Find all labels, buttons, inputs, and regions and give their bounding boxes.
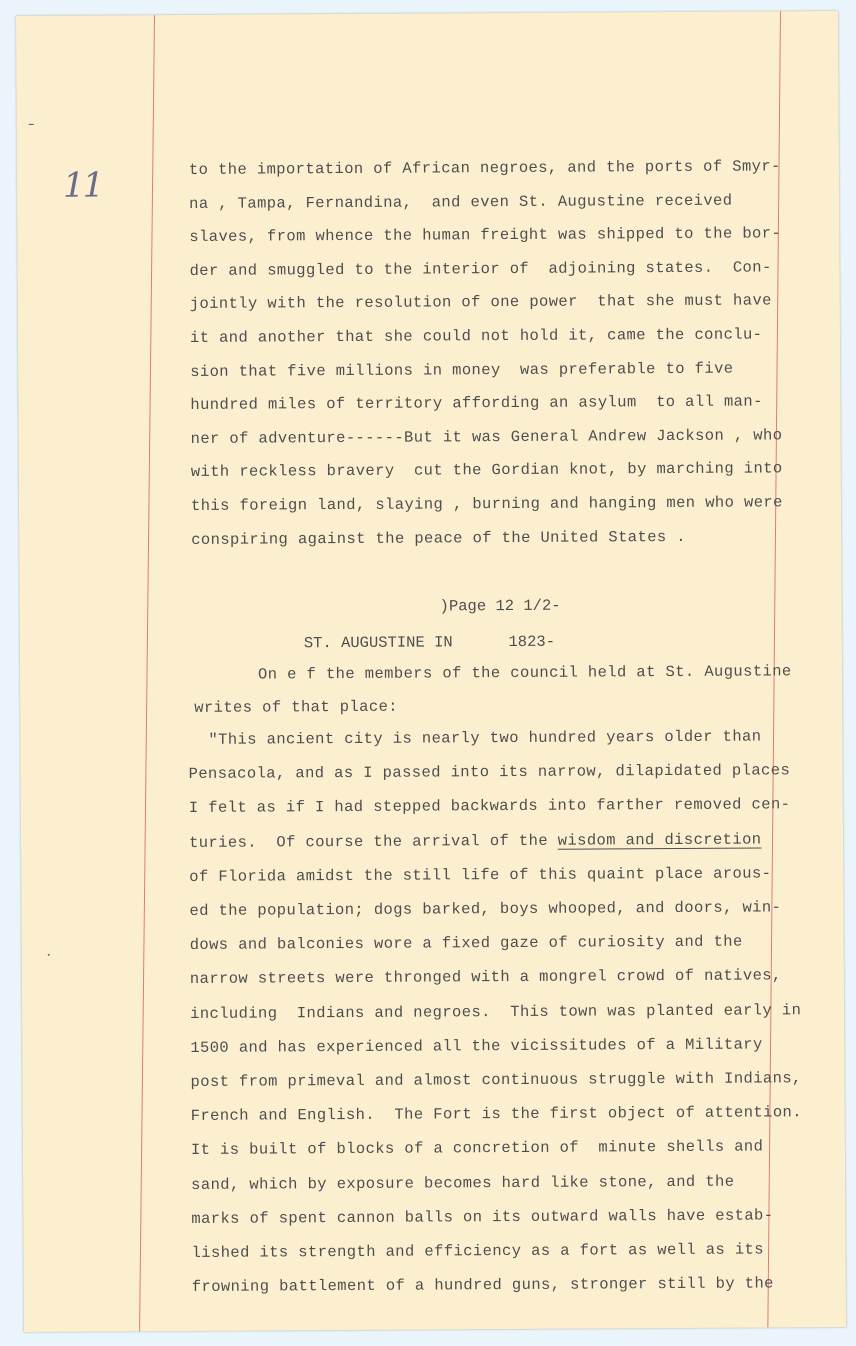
- text-line: On e f the members of the council held at St. Augustine: [257, 662, 792, 684]
- text-line: slaves, from whence the human freight was shipped to the bor-: [189, 224, 782, 247]
- text-line: "This ancient city is nearly two hundred years older than: [208, 727, 762, 749]
- text-line: sion that five millions in money was preferable to five: [190, 359, 734, 381]
- text-line: frowning battlement of a hundred guns, stronger still by the: [191, 1274, 774, 1297]
- text-line: conspiring against the peace of the United States .: [191, 527, 687, 549]
- text-line: narrow streets were thronged with a mongrel crowd of natives,: [189, 966, 782, 989]
- handwritten-page-number: 11: [62, 165, 103, 206]
- text-line: It is built of blocks of a concretion of minute shells and: [190, 1137, 764, 1160]
- text-line: including Indians and negroes. This town was planted early in: [190, 1000, 802, 1023]
- text-line: ner of adventure------But it was General Andrew Jackson , who: [190, 426, 783, 448]
- text-line: it and another that she could not hold it, came the conclu-: [189, 325, 763, 347]
- text-line: with reckless bravery cut the Gordian knot, by marching into: [190, 459, 783, 482]
- paper-sheet: [16, 11, 846, 1332]
- text-line: na , Tampa, Fernandina, and even St. Augustine received: [189, 191, 733, 213]
- left-margin-rule: [139, 15, 155, 1331]
- text-line: French and English. The Fort is the first object of attention.: [190, 1103, 802, 1126]
- text-line: writes of that place:: [194, 697, 399, 717]
- underlined-phrase: wisdom and discretion: [557, 830, 762, 850]
- text-line: of Florida amidst the still life of this quaint place arous-: [189, 864, 772, 886]
- page-reference: )Page 12 1/2-: [439, 596, 561, 616]
- text-line: marks of spent cannon balls on its outward walls have estab-: [191, 1206, 774, 1228]
- text-line: lished its strength and efficiency as a fort as well as its: [191, 1240, 764, 1262]
- text-line: turies. Of course the arrival of the wisdom and discretion: [188, 830, 762, 852]
- ink-dot: [48, 954, 50, 956]
- text-line: Pensacola, and as I passed into its narrow, dilapidated places: [188, 761, 791, 784]
- text-line: hundred miles of territory affording an asylum to all man-: [190, 392, 763, 415]
- text-line: to the importation of African negroes, and the ports of Smyr-: [188, 157, 781, 179]
- text-line: post from primeval and almost continuous struggle with Indians,: [190, 1069, 802, 1091]
- edge-mark: [29, 124, 34, 125]
- text-line: jointly with the resolution of one power that she must have: [189, 291, 772, 314]
- text-line: sand, which by exposure becomes hard like stone, and the: [191, 1172, 735, 1194]
- text-line: 1500 and has experienced all the vicissitudes of a Military: [190, 1035, 763, 1057]
- text-line: ed the population; dogs barked, boys whooped, and doors, win-: [189, 898, 782, 920]
- text-line: I felt as if I had stepped backwards into farther removed cen-: [188, 795, 791, 818]
- text-line: der and smuggled to the interior of adjoining states. Con-: [189, 258, 772, 280]
- text-line: this foreign land, slaying , burning and hanging men who were: [190, 493, 783, 515]
- text-line: dows and balconies wore a fixed gaze of curiosity and the: [189, 932, 743, 955]
- section-title: ST. AUGUSTINE IN 1823-: [303, 632, 556, 653]
